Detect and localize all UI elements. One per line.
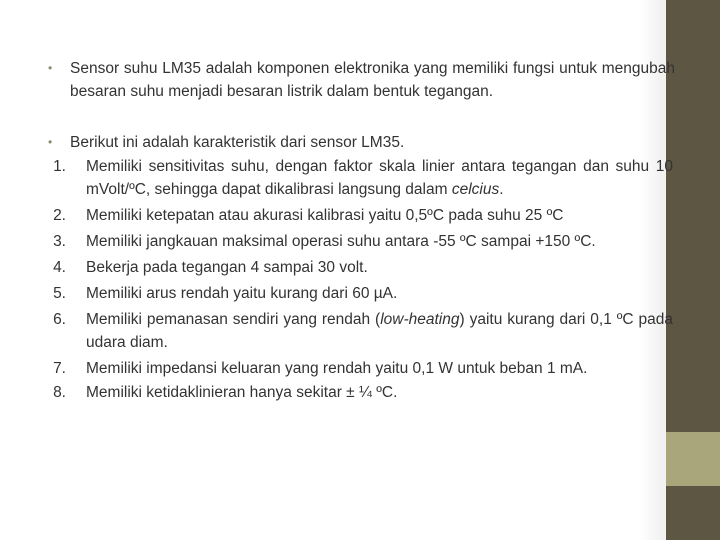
bullet-icon: • [48,135,53,149]
list-number: 6. [53,311,66,328]
list-number: 5. [53,285,66,302]
list-text: Bekerja pada tegangan 4 sampai 30 volt. [86,259,368,276]
list-text: Memiliki pemanasan sendiri yang rendah (low-heating) yaitu kurang dari 0,1 ºC pada udara diam. [86,311,673,351]
list-text: Memiliki ketidaklinieran hanya sekitar ± ¼ ºC. [86,384,398,401]
bullet-icon: • [48,61,53,75]
right-accent-block [666,432,720,486]
list-text: Memiliki ketepatan atau akurasi kalibrasi yaitu 0,5ºC pada suhu 25 ºC [86,207,564,224]
list-text: Memiliki impedansi keluaran yang rendah yaitu 0,1 W untuk beban 1 mA. [86,360,588,377]
bullet-text: Berikut ini adalah karakteristik dari sensor LM35. [70,134,405,151]
bullet-text: Sensor suhu LM35 adalah komponen elektronika yang memiliki fungsi untuk mengubah besaran suhu menjadi besaran listrik dalam bentuk tegangan. [70,60,675,100]
list-text: Memiliki arus rendah yaitu kurang dari 60 µA. [86,285,398,302]
list-number: 8. [53,384,66,401]
list-text: Memiliki sensitivitas suhu, dengan faktor skala linier antara tegangan dan suhu 10 mVolt/ºC, sehingga dapat dikalibrasi langsung dalam celcius. [86,158,673,198]
list-number: 4. [53,259,66,276]
list-number: 2. [53,207,66,224]
list-number: 3. [53,233,66,250]
emphasis: celcius [451,181,500,198]
emphasis: low-heating [380,311,460,328]
list-text: Memiliki jangkauan maksimal operasi suhu antara -55 ºC sampai +150 ºC. [86,233,596,250]
list-number: 1. [53,158,66,175]
list-number: 7. [53,360,66,377]
